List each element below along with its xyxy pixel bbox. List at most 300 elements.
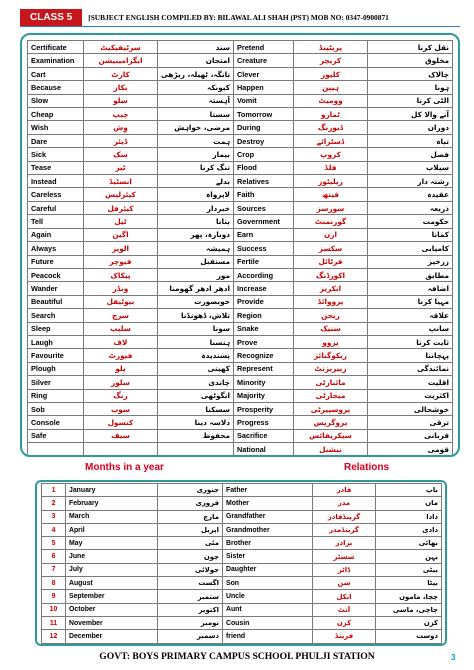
vocab-row bbox=[28, 175, 453, 188]
month-relation-cell: 6 bbox=[42, 550, 66, 563]
vocab-cell: Minority bbox=[234, 376, 294, 389]
vocab-cell: مور bbox=[158, 268, 234, 281]
month-relation-cell: دوست bbox=[376, 630, 442, 643]
vocab-cell: سونا bbox=[158, 322, 234, 335]
month-relation-cell: February bbox=[66, 497, 158, 510]
vocab-row bbox=[28, 268, 453, 281]
vocab-cell: Ring bbox=[28, 389, 84, 402]
vocab-cell: Vomit bbox=[234, 94, 294, 107]
month-relation-cell: برادر bbox=[313, 537, 376, 550]
vocab-cell: Examination bbox=[28, 54, 84, 67]
vocab-cell: سند bbox=[158, 41, 234, 54]
vocab-cell: ونڈر bbox=[84, 282, 158, 295]
vocab-cell: لاف bbox=[84, 335, 158, 348]
vocab-cell: مستقبل bbox=[158, 255, 234, 268]
vocab-cell: مرضی، خواہش bbox=[158, 121, 234, 134]
month-relation-cell: سن bbox=[313, 577, 376, 590]
footer: GOVT: BOYS PRIMARY CAMPUS SCHOOL PHULJI STATION bbox=[99, 651, 375, 662]
vocab-cell: الویز bbox=[84, 242, 158, 255]
month-relation-row bbox=[42, 563, 442, 576]
vocab-cell: Earn bbox=[234, 228, 294, 241]
vocab-cell: پرووائڈ bbox=[294, 295, 368, 308]
vocab-cell: قربانی bbox=[368, 429, 453, 442]
month-relation-cell: Grandfather bbox=[223, 510, 313, 523]
month-relation-cell: جون bbox=[158, 550, 223, 563]
vocab-cell: کروپ bbox=[294, 148, 368, 161]
vocab-cell: Wish bbox=[28, 121, 84, 134]
vocab-cell: سکسز bbox=[294, 242, 368, 255]
vocab-cell: بیوٹیفل bbox=[84, 295, 158, 308]
month-relation-cell: فرینڈ bbox=[313, 630, 376, 643]
vocab-cell: پلو bbox=[84, 362, 158, 375]
month-relation-cell: بیٹی bbox=[376, 563, 442, 576]
vocab-row bbox=[28, 349, 453, 362]
vocab-cell: چیپ bbox=[84, 108, 158, 121]
month-relation-cell: 4 bbox=[42, 523, 66, 536]
vocab-cell: Sleep bbox=[28, 322, 84, 335]
vocab-row bbox=[28, 402, 453, 415]
vocab-cell: ہونا bbox=[368, 81, 453, 94]
vocab-cell: فیتھ bbox=[294, 188, 368, 201]
vocab-cell: Wander bbox=[28, 282, 84, 295]
month-relation-cell: November bbox=[66, 616, 158, 629]
vocab-cell: مائنارٹی bbox=[294, 376, 368, 389]
vocab-cell: Sick bbox=[28, 148, 84, 161]
month-relation-cell: 2 bbox=[42, 497, 66, 510]
vocab-row bbox=[28, 121, 453, 134]
vocab-cell: Increase bbox=[234, 282, 294, 295]
vocab-cell: بتانا bbox=[158, 215, 234, 228]
vocab-cell: رشتہ دار bbox=[368, 175, 453, 188]
vocab-cell: Success bbox=[234, 242, 294, 255]
vocab-cell: Sob bbox=[28, 402, 84, 415]
month-relation-cell: Son bbox=[223, 577, 313, 590]
vocab-cell: اگین bbox=[84, 228, 158, 241]
vocab-cell: Snake bbox=[234, 322, 294, 335]
vocab-cell bbox=[158, 443, 234, 456]
month-relation-cell: بھائی bbox=[376, 537, 442, 550]
month-relation-cell: Sister bbox=[223, 550, 313, 563]
vocab-cell: Prosperity bbox=[234, 402, 294, 415]
vocab-row bbox=[28, 255, 453, 268]
vocab-cell: Progress bbox=[234, 416, 294, 429]
vocab-cell: ڈیئر bbox=[84, 134, 158, 147]
month-relation-cell: Daughter bbox=[223, 563, 313, 576]
month-relation-row bbox=[42, 523, 442, 536]
month-relation-cell: چچا، ماموں bbox=[376, 590, 442, 603]
month-relation-cell: ستمبر bbox=[158, 590, 223, 603]
vocab-cell: پروو bbox=[294, 335, 368, 348]
vocab-row bbox=[28, 416, 453, 429]
vocab-cell: وومیٹ bbox=[294, 94, 368, 107]
month-relation-cell: مئی bbox=[158, 537, 223, 550]
vocab-cell: انسٹیڈ bbox=[84, 175, 158, 188]
vocab-cell: سیف bbox=[84, 429, 158, 442]
vocab-cell: Sacrifice bbox=[234, 429, 294, 442]
month-relation-cell: May bbox=[66, 537, 158, 550]
months-relations-table bbox=[41, 483, 442, 644]
vocab-cell: پیکاک bbox=[84, 268, 158, 281]
vocab-cell: Happen bbox=[234, 81, 294, 94]
month-relation-cell: March bbox=[66, 510, 158, 523]
vocab-cell: سلیپ bbox=[84, 322, 158, 335]
vocab-cell: کھیتی bbox=[158, 362, 234, 375]
month-relation-cell: ڈاٹر bbox=[313, 563, 376, 576]
month-relation-cell: 8 bbox=[42, 577, 66, 590]
vocab-cell: Provide bbox=[234, 295, 294, 308]
vocab-row bbox=[28, 67, 453, 80]
month-relation-row bbox=[42, 630, 442, 643]
month-relation-cell: کزن bbox=[376, 616, 442, 629]
vocab-cell: Government bbox=[234, 215, 294, 228]
vocab-row bbox=[28, 429, 453, 442]
vocab-cell: Because bbox=[28, 81, 84, 94]
vocab-cell: Always bbox=[28, 242, 84, 255]
class-badge: CLASS 5 bbox=[20, 9, 82, 26]
vocab-cell: Search bbox=[28, 309, 84, 322]
month-relation-cell: جولائی bbox=[158, 563, 223, 576]
month-relation-cell: چاچی، ماسی bbox=[376, 603, 442, 616]
month-relation-row bbox=[42, 537, 442, 550]
vocab-cell: Silver bbox=[28, 376, 84, 389]
month-relation-cell: 10 bbox=[42, 603, 66, 616]
vocab-cell: پہچاننا bbox=[368, 349, 453, 362]
vocab-row bbox=[28, 161, 453, 174]
vocab-cell: ریجن bbox=[294, 309, 368, 322]
vocab-cell: Peacock bbox=[28, 268, 84, 281]
vocab-cell: سلو bbox=[84, 94, 158, 107]
vocab-cell bbox=[84, 443, 158, 456]
vocab-cell: تانگہ، ٹھیلہ، ریڑھی bbox=[158, 67, 234, 80]
vocab-cell: ذریعہ bbox=[368, 201, 453, 214]
vocab-row bbox=[28, 215, 453, 228]
vocab-cell: ڈسٹرائے bbox=[294, 134, 368, 147]
vocab-cell: پریٹینڈ bbox=[294, 41, 368, 54]
vocab-cell: Relatives bbox=[234, 175, 294, 188]
vocab-cell: نقل کرنا bbox=[368, 41, 453, 54]
month-relation-cell: آنٹ bbox=[313, 603, 376, 616]
vocab-cell: نیشنل bbox=[294, 443, 368, 456]
vocab-cell: ٹیل bbox=[84, 215, 158, 228]
vocab-cell: سانپ bbox=[368, 322, 453, 335]
vocab-cell: سسکنا bbox=[158, 402, 234, 415]
month-relation-cell: June bbox=[66, 550, 158, 563]
vocab-cell: مطابق bbox=[368, 268, 453, 281]
month-relation-cell: Brother bbox=[223, 537, 313, 550]
vocab-cell: آہستہ bbox=[158, 94, 234, 107]
month-relation-cell: دسمبر bbox=[158, 630, 223, 643]
month-relation-cell: Father bbox=[223, 484, 313, 497]
month-relation-cell: انکل bbox=[313, 590, 376, 603]
vocab-cell: آنے والا کل bbox=[368, 108, 453, 121]
month-relation-row bbox=[42, 590, 442, 603]
month-relation-row bbox=[42, 497, 442, 510]
month-relation-cell: سسٹر bbox=[313, 550, 376, 563]
vocab-row bbox=[28, 309, 453, 322]
month-relation-cell: گرینڈفادر bbox=[313, 510, 376, 523]
month-relation-cell: فروری bbox=[158, 497, 223, 510]
vocab-cell: ہنسنا bbox=[158, 335, 234, 348]
vocab-row bbox=[28, 94, 453, 107]
vocab-cell: Tease bbox=[28, 161, 84, 174]
vocab-row bbox=[28, 389, 453, 402]
vocab-cell: Crop bbox=[234, 148, 294, 161]
vocab-cell: ریپریزنٹ bbox=[294, 362, 368, 375]
vocab-cell: Cheap bbox=[28, 108, 84, 121]
vocab-row bbox=[28, 148, 453, 161]
vocab-cell: دوران bbox=[368, 121, 453, 134]
vocab-cell: Favourite bbox=[28, 349, 84, 362]
vocab-cell bbox=[28, 443, 84, 456]
vocab-row bbox=[28, 282, 453, 295]
vocab-cell: کیونکہ bbox=[158, 81, 234, 94]
month-relation-cell: نومبر bbox=[158, 616, 223, 629]
vocab-cell: امتحان bbox=[158, 54, 234, 67]
vocab-cell: مخلوق bbox=[368, 54, 453, 67]
month-relation-cell: 11 bbox=[42, 616, 66, 629]
vocab-cell: کریچر bbox=[294, 54, 368, 67]
header bbox=[20, 8, 460, 27]
vocab-cell: ادھر ادھر گھومنا bbox=[158, 282, 234, 295]
vocab-cell: ٹمارو bbox=[294, 108, 368, 121]
vocab-cell: پسندیدہ bbox=[158, 349, 234, 362]
vocab-cell: Pretend bbox=[234, 41, 294, 54]
vocab-cell: Careless bbox=[28, 188, 84, 201]
vocab-cell: میجارٹی bbox=[294, 389, 368, 402]
month-relation-cell: Uncle bbox=[223, 590, 313, 603]
vocab-cell: ایگزامینیشن bbox=[84, 54, 158, 67]
vocab-row bbox=[28, 81, 453, 94]
month-relation-row bbox=[42, 616, 442, 629]
vocab-cell: Laugh bbox=[28, 335, 84, 348]
vocab-row bbox=[28, 228, 453, 241]
month-relation-row bbox=[42, 550, 442, 563]
vocab-cell: بدلے bbox=[158, 175, 234, 188]
vocab-row bbox=[28, 108, 453, 121]
month-relation-cell: 3 bbox=[42, 510, 66, 523]
vocab-cell: Certificate bbox=[28, 41, 84, 54]
vocab-cell: Plough bbox=[28, 362, 84, 375]
vocab-cell: کیئرفل bbox=[84, 201, 158, 214]
vocab-cell: سیکریفائس bbox=[294, 429, 368, 442]
vocab-cell: گورنمنٹ bbox=[294, 215, 368, 228]
month-relation-cell: Grandmother bbox=[223, 523, 313, 536]
vocab-cell: چالاک bbox=[368, 67, 453, 80]
vocab-cell: کلیور bbox=[294, 67, 368, 80]
vocab-cell: اکورڈنگ bbox=[294, 268, 368, 281]
vocab-cell: سوب bbox=[84, 402, 158, 415]
vocab-cell: عقیدہ bbox=[368, 188, 453, 201]
vocab-row bbox=[28, 376, 453, 389]
vocab-cell: کامیابی bbox=[368, 242, 453, 255]
vocab-cell: ہمت bbox=[158, 134, 234, 147]
vocab-cell: Creature bbox=[234, 54, 294, 67]
vocab-cell: Safe bbox=[28, 429, 84, 442]
month-relation-cell: December bbox=[66, 630, 158, 643]
month-relation-cell: Mother bbox=[223, 497, 313, 510]
vocab-row bbox=[28, 295, 453, 308]
vocab-cell: Beautiful bbox=[28, 295, 84, 308]
month-relation-cell: بہن bbox=[376, 550, 442, 563]
month-relation-cell: 7 bbox=[42, 563, 66, 576]
vocab-cell: ارن bbox=[294, 228, 368, 241]
vocab-cell: Recognize bbox=[234, 349, 294, 362]
month-relation-cell: ماں bbox=[376, 497, 442, 510]
vocab-cell: بیمار bbox=[158, 148, 234, 161]
vocab-cell: محفوظ bbox=[158, 429, 234, 442]
vocab-cell: Sources bbox=[234, 201, 294, 214]
month-relation-cell: 12 bbox=[42, 630, 66, 643]
vocab-cell: سنیک bbox=[294, 322, 368, 335]
vocab-cell: Dare bbox=[28, 134, 84, 147]
month-relation-cell: January bbox=[66, 484, 158, 497]
month-relation-cell: فادر bbox=[313, 484, 376, 497]
vocab-cell: اکثریت bbox=[368, 389, 453, 402]
month-relation-cell: گرینڈمدر bbox=[313, 523, 376, 536]
vocab-cell: ہیپن bbox=[294, 81, 368, 94]
vocab-cell: National bbox=[234, 443, 294, 456]
vocab-cell: الٹی کرنا bbox=[368, 94, 453, 107]
vocab-cell: ترقی bbox=[368, 416, 453, 429]
vocab-cell: پروگریس bbox=[294, 416, 368, 429]
month-relation-row bbox=[42, 603, 442, 616]
vocabulary-frame bbox=[20, 33, 460, 457]
vocab-cell: قومی bbox=[368, 443, 453, 456]
month-relation-cell: مارچ bbox=[158, 510, 223, 523]
vocab-cell: According bbox=[234, 268, 294, 281]
months-heading: Months in a year bbox=[85, 462, 164, 473]
vocab-cell: حکومت bbox=[368, 215, 453, 228]
vocab-cell: فصل bbox=[368, 148, 453, 161]
vocab-cell: ریلیٹوز bbox=[294, 175, 368, 188]
month-relation-cell: Cousin bbox=[223, 616, 313, 629]
vocab-cell: اضافہ bbox=[368, 282, 453, 295]
vocab-cell: خوشحالی bbox=[368, 402, 453, 415]
vocab-cell: کمانا bbox=[368, 228, 453, 241]
vocab-cell: خبردار bbox=[158, 201, 234, 214]
month-relation-cell: April bbox=[66, 523, 158, 536]
page-number: 3 bbox=[451, 653, 456, 662]
vocab-row bbox=[28, 362, 453, 375]
vocab-cell: فلڈ bbox=[294, 161, 368, 174]
month-relation-cell: بیٹا bbox=[376, 577, 442, 590]
vocab-cell: Slow bbox=[28, 94, 84, 107]
vocab-cell: Prove bbox=[234, 335, 294, 348]
vocab-cell: سرچ bbox=[84, 309, 158, 322]
vocab-cell: بکاز bbox=[84, 81, 158, 94]
vocab-row bbox=[28, 134, 453, 147]
vocab-cell: During bbox=[234, 121, 294, 134]
vocab-cell: Tomorrow bbox=[234, 108, 294, 121]
vocab-cell: کارٹ bbox=[84, 67, 158, 80]
month-relation-cell: جنوری bbox=[158, 484, 223, 497]
vocab-cell: ڈیورنگ bbox=[294, 121, 368, 134]
vocab-cell: Tell bbox=[28, 215, 84, 228]
month-relation-cell: کزن bbox=[313, 616, 376, 629]
vocab-cell: سستا bbox=[158, 108, 234, 121]
month-relation-row bbox=[42, 577, 442, 590]
month-relation-row bbox=[42, 484, 442, 497]
vocab-cell: تباہ bbox=[368, 134, 453, 147]
vocab-cell: نمائندگی bbox=[368, 362, 453, 375]
vocab-cell: دلاسہ دینا bbox=[158, 416, 234, 429]
vocabulary-table bbox=[27, 40, 453, 457]
vocab-cell: فیوچر bbox=[84, 255, 158, 268]
vocab-cell: Represent bbox=[234, 362, 294, 375]
vocab-cell: Clever bbox=[234, 67, 294, 80]
header-title: [SUBJECT ENGLISH COMPILED BY: BILAWAL ALI SHAH (PST) MOB NO: 0347-0900871 bbox=[88, 12, 389, 22]
month-relation-cell: September bbox=[66, 590, 158, 603]
month-relation-cell: Aunt bbox=[223, 603, 313, 616]
vocab-cell: Future bbox=[28, 255, 84, 268]
vocab-cell: تلاش، ڈھونڈنا bbox=[158, 309, 234, 322]
vocab-cell: رنگ bbox=[84, 389, 158, 402]
vocab-cell: Majority bbox=[234, 389, 294, 402]
vocab-row bbox=[28, 41, 453, 54]
month-relation-cell: اگست bbox=[158, 577, 223, 590]
month-relation-cell: 9 bbox=[42, 590, 66, 603]
vocab-cell: ٹیز bbox=[84, 161, 158, 174]
vocab-cell: چاندی bbox=[158, 376, 234, 389]
vocab-cell: لاپرواہ bbox=[158, 188, 234, 201]
vocab-cell: ہمیشہ bbox=[158, 242, 234, 255]
vocab-cell: فرٹائل bbox=[294, 255, 368, 268]
month-relation-cell: اکتوبر bbox=[158, 603, 223, 616]
month-relation-cell: دادی bbox=[376, 523, 442, 536]
vocab-cell: کنسول bbox=[84, 416, 158, 429]
vocab-cell: Careful bbox=[28, 201, 84, 214]
vocab-cell: انگوٹھی bbox=[158, 389, 234, 402]
month-relation-cell: مدر bbox=[313, 497, 376, 510]
vocab-cell: Cart bbox=[28, 67, 84, 80]
vocab-cell: ثابت کرنا bbox=[368, 335, 453, 348]
vocab-cell: Flood bbox=[234, 161, 294, 174]
month-relation-cell: friend bbox=[223, 630, 313, 643]
vocab-cell: انکریز bbox=[294, 282, 368, 295]
month-relation-cell: October bbox=[66, 603, 158, 616]
vocab-cell: خوبصورت bbox=[158, 295, 234, 308]
month-relation-cell: 1 bbox=[42, 484, 66, 497]
vocab-cell: تنگ کرنا bbox=[158, 161, 234, 174]
vocab-cell: Region bbox=[234, 309, 294, 322]
months-relations-frame bbox=[35, 480, 447, 646]
vocab-cell: سرٹیفیکیٹ bbox=[84, 41, 158, 54]
vocab-row bbox=[28, 54, 453, 67]
vocab-row bbox=[28, 242, 453, 255]
vocab-cell: مہیا کرنا bbox=[368, 295, 453, 308]
vocab-cell: Instead bbox=[28, 175, 84, 188]
month-relation-cell: July bbox=[66, 563, 158, 576]
vocab-cell: سک bbox=[84, 148, 158, 161]
vocab-cell: سیلاب bbox=[368, 161, 453, 174]
month-relation-cell: August bbox=[66, 577, 158, 590]
vocab-row bbox=[28, 188, 453, 201]
vocab-cell: Faith bbox=[234, 188, 294, 201]
month-relation-cell: اپریل bbox=[158, 523, 223, 536]
vocab-row bbox=[28, 335, 453, 348]
vocab-cell: Console bbox=[28, 416, 84, 429]
month-relation-cell: دادا bbox=[376, 510, 442, 523]
vocab-row bbox=[28, 322, 453, 335]
vocab-cell: پروسپیرٹی bbox=[294, 402, 368, 415]
vocab-cell: Destroy bbox=[234, 134, 294, 147]
vocab-cell: Fertile bbox=[234, 255, 294, 268]
relations-heading: Relations bbox=[344, 462, 390, 473]
month-relation-row bbox=[42, 510, 442, 523]
vocab-row bbox=[28, 443, 453, 456]
vocab-cell: سلور bbox=[84, 376, 158, 389]
vocab-cell: وِش bbox=[84, 121, 158, 134]
